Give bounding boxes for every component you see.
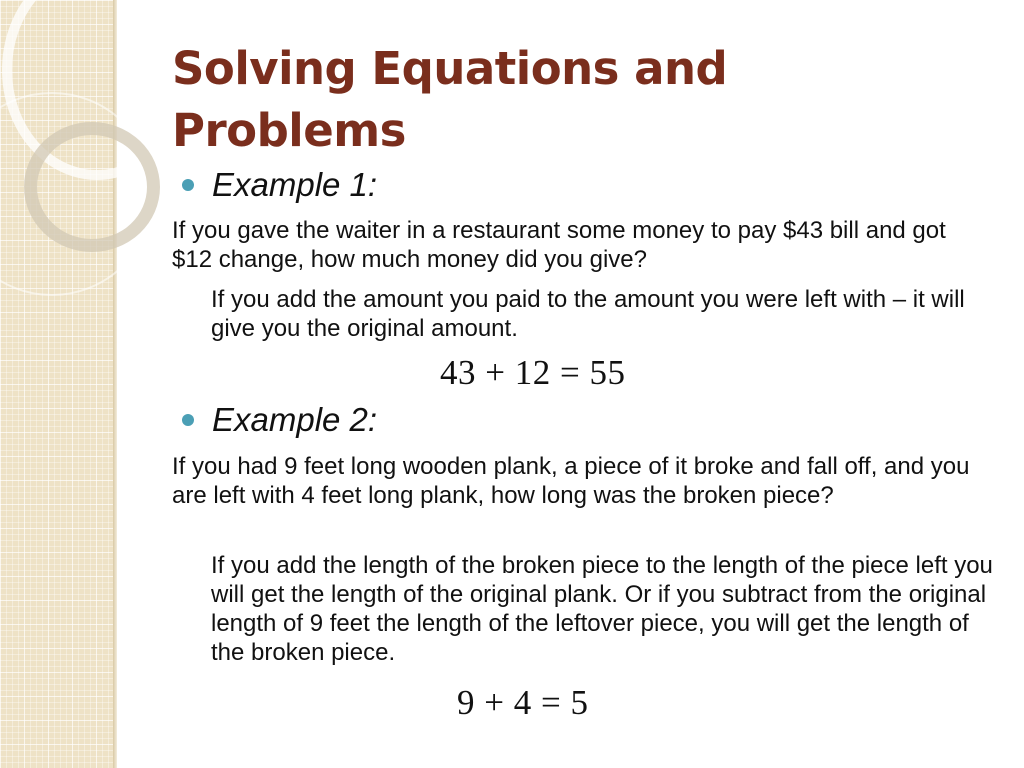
example-2-problem: If you had 9 feet long wooden plank, a piece of it broke and fall off, and you are left with 4 feet long plank, how long was the broken piece?: [172, 453, 970, 509]
example-2-bullet: [182, 401, 377, 439]
example-2-explanation: If you add the length of the broken piece to the length of the piece left you will get the length of the original plank. Or if you subtract from the original length of 9 feet the length of the leftover piece, you will get the length of the broken piece.: [211, 552, 993, 666]
example-1-bullet: [182, 166, 377, 204]
title-line-1: Solving Equations and: [172, 42, 728, 95]
example-1-label: Example 1:: [212, 166, 378, 203]
example-1-explanation: If you add the amount you paid to the amount you were left with – it will give you the original amount.: [211, 286, 965, 342]
bullet-dot-icon: [182, 414, 194, 426]
bullet-dot-icon: [182, 179, 194, 191]
slide-title: [172, 38, 872, 162]
title-line-2: Problems: [172, 104, 406, 157]
example-2-equation: 9 + 4 = 5: [457, 683, 589, 722]
example-1-equation: 43 + 12 = 55: [440, 353, 626, 392]
decorative-ring-small: [24, 122, 160, 252]
example-2-label: Example 2:: [212, 401, 378, 438]
example-1-problem: If you gave the waiter in a restaurant some money to pay $43 bill and got $12 change, how much money did you give?: [172, 217, 946, 273]
